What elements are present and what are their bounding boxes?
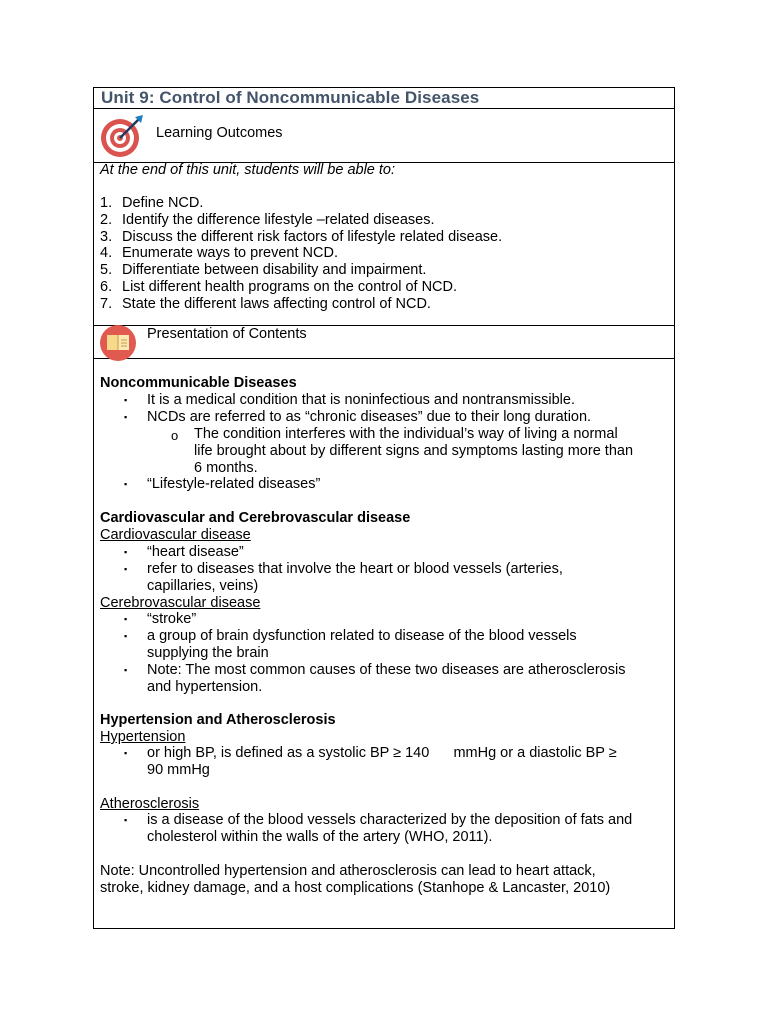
cerebro-bullet-1: “stroke” [147,611,197,627]
cerebro-bullet-3b: and hypertension. [147,679,263,695]
presentation-row [94,326,674,359]
hyper-heading: Hypertension and Atherosclerosis [100,712,336,728]
presentation-heading: Presentation of Contents [147,326,307,342]
cerebro-subheading: Cerebrovascular disease [100,595,261,611]
list-item: 3. Discuss the different risk factors of lifestyle related disease. [100,228,503,245]
list-item: 6. List different health programs on the control of NCD. [100,278,458,295]
cardio-subheading: Cardiovascular disease [100,527,251,543]
ncd-heading: Noncommunicable Diseases [100,375,297,391]
hyper-bullet-1: or high BP, is defined as a systolic BP ≥ 140 mmHg or a diastolic BP ≥ [147,745,617,761]
list-item: 1. Define NCD. [100,195,204,211]
final-note-2: stroke, kidney damage, and a host complications (Stanhope & Lancaster, 2010) [100,880,611,896]
bullet-marker: ▪ [124,665,128,675]
unit-title: Unit 9: Control of Noncommunicable Diseases [101,88,480,107]
bullet-marker: ▪ [124,479,128,489]
hyper-bullet-1b: 90 mmHg [147,762,210,778]
bullet-marker: ▪ [124,748,128,758]
athero-subheading: Atherosclerosis [100,796,200,812]
cerebro-bullet-3: Note: The most common causes of these two diseases are atherosclerosis [147,662,626,678]
cardio-heading: Cardiovascular and Cerebrovascular disease [100,510,411,526]
bullet-marker: ▪ [124,395,128,405]
cardio-bullet-1: “heart disease” [147,544,244,560]
hyper-subheading: Hypertension [100,729,186,745]
book-icon [99,324,137,362]
target-icon [99,113,145,159]
list-item: 4. Enumerate ways to prevent NCD. [100,245,338,262]
bullet-marker: ▪ [124,547,128,557]
ncd-sub-1: The condition interferes with the individual’s way of living a normal [194,426,618,442]
list-item: 7. State the different laws affecting control of NCD. [100,295,431,312]
title-row [94,88,674,109]
cardio-bullet-2b: capillaries, veins) [147,578,259,594]
list-item: 2. Identify the difference lifestyle –related diseases. [100,211,435,228]
ncd-sub-2: life brought about by different signs and symptoms lasting more than [194,443,634,459]
ncd-bullet-2: NCDs are referred to as “chronic diseases” due to their long duration. [147,409,592,425]
list-item: 5. Differentiate between disability and impairment. [100,262,427,279]
cerebro-bullet-2: a group of brain dysfunction related to disease of the blood vessels [147,628,577,644]
athero-bullet-1b: cholesterol within the walls of the artery (WHO, 2011). [147,829,493,845]
ncd-bullet-3: “Lifestyle-related diseases” [147,476,321,492]
outcomes-list [100,195,502,313]
bullet-marker: ▪ [124,564,128,574]
learning-outcomes-heading: Learning Outcomes [156,125,283,141]
learning-outcomes-row [94,109,674,163]
outcomes-intro: At the end of this unit, students will be able to: [100,162,396,178]
cerebro-bullet-2b: supplying the brain [147,645,269,661]
bullet-marker: ▪ [124,614,128,624]
cardio-bullet-2: refer to diseases that involve the heart or blood vessels (arteries, [147,561,563,577]
ncd-sub-3: 6 months. [194,460,258,476]
athero-bullet-1: is a disease of the blood vessels characterized by the deposition of fats and [147,812,633,828]
bullet-marker: ▪ [124,412,128,422]
bullet-marker: ▪ [124,631,128,641]
sub-bullet-marker: o [171,428,179,443]
bullet-marker: ▪ [124,815,128,825]
final-note-1: Note: Uncontrolled hypertension and atherosclerosis can lead to heart attack, [100,863,596,879]
ncd-bullet-1: It is a medical condition that is noninfectious and nontransmissible. [147,392,575,408]
